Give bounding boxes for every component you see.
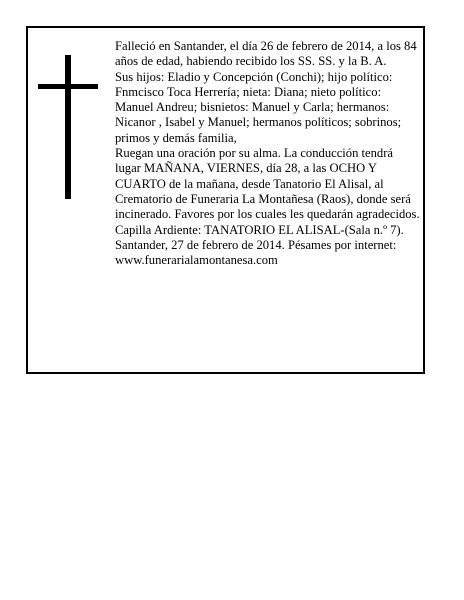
- death-announcement: Falleció en Santander, el día 26 de febrero de 2014, a los 84 años de edad, habiendo recibido los SS. SS. y la B. A.: [115, 39, 417, 69]
- family-list: Sus hijos: Eladio y Concepción (Conchi); hijo político: Fnmcisco Toca Herrería; nieta: Diana; nieto político: Manuel Andreu; bisnietos: Manuel y Carla; hermanos: Nicanor , Isabel y Manuel; hermanos políticos; sobrinos; primos y demás familia,: [115, 69, 402, 145]
- cross-horizontal-bar: [38, 84, 98, 89]
- funeral-details: Ruegan una oración por su alma. La conducción tendrá lugar MAÑANA, VIERNES, día 28, a las OCHO Y CUARTO de la mañana, desde Tanatorio El Alisal, al Crematorio de Funeraria La Montañesa (Raos), donde será incinerado. Favores por los cuales les quedarán agradecidos. Capilla Ardiente: TANATORIO EL ALISAL-(Sala n.º 7).: [115, 146, 420, 237]
- obituary-notice: [26, 26, 425, 374]
- cross-vertical-bar: [65, 55, 71, 199]
- latin-cross-icon: [38, 55, 102, 199]
- obituary-text: [115, 39, 420, 268]
- date-and-condolences: Santander, 27 de febrero de 2014. Pésames por internet: www.funerarialamontanesa.com: [115, 237, 397, 268]
